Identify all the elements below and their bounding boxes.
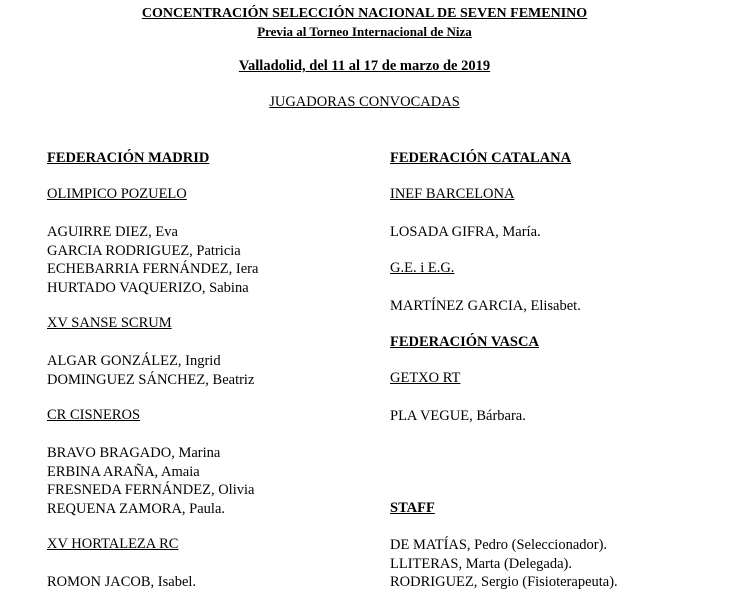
staff-member: DE MATÍAS, Pedro (Seleccionador). — [390, 537, 608, 553]
player-name: GARCIA RODRIGUEZ, Patricia — [47, 242, 241, 259]
player-name: ERBINA ARAÑA, Amaia — [47, 463, 200, 480]
club-xv-hortaleza-rc: XV HORTALEZA RC — [47, 536, 179, 552]
player-name: AGUIRRE DIEZ, Eva — [47, 224, 178, 240]
club-olimpico-pozuelo: OLIMPICO POZUELO — [47, 186, 187, 202]
player-name: MARTÍNEZ GARCIA, Elisabet. — [390, 298, 581, 314]
player-name: ROMON JACOB, Isabel. — [47, 574, 197, 590]
player-name: DOMINGUEZ SÁNCHEZ, Beatriz — [47, 371, 255, 388]
federation-catalana-heading: FEDERACIÓN CATALANA — [390, 150, 572, 166]
player-name: REQUENA ZAMORA, Paula. — [47, 500, 226, 517]
document-subtitle: Previa al Torneo Internacional de Niza — [257, 24, 472, 39]
player-name: ECHEBARRIA FERNÁNDEZ, Iera — [47, 261, 259, 277]
player-name: BRAVO BRAGADO, Marina — [47, 445, 221, 461]
federation-madrid-heading: FEDERACIÓN MADRID — [47, 150, 210, 166]
club-getxo-rt: GETXO RT — [390, 370, 461, 386]
player-name: PLA VEGUE, Bárbara. — [390, 408, 526, 424]
event-dates: Valladolid, del 11 al 17 de marzo de 2019 — [238, 58, 491, 74]
document-title: CONCENTRACIÓN SELECCIÓN NACIONAL DE SEVEN FEMENINO — [141, 6, 588, 21]
convocadas-heading: JUGADORAS CONVOCADAS — [269, 94, 460, 110]
staff-heading: STAFF — [390, 500, 435, 516]
staff-member: LLITERAS, Marta (Delegada). — [390, 555, 572, 572]
federation-vasca-heading: FEDERACIÓN VASCA — [390, 334, 539, 350]
staff-member: RODRIGUEZ, Sergio (Fisioterapeuta). — [390, 574, 618, 590]
club-cr-cisneros: CR CISNEROS — [47, 407, 141, 423]
player-name: FRESNEDA FERNÁNDEZ, Olivia — [47, 482, 255, 498]
club-inef-barcelona: INEF BARCELONA — [390, 186, 515, 202]
player-name: LOSADA GIFRA, María. — [390, 224, 541, 240]
player-name: ALGAR GONZÁLEZ, Ingrid — [47, 353, 221, 369]
player-name: HURTADO VAQUERIZO, Sabina — [47, 279, 249, 296]
club-xv-sanse-scrum: XV SANSE SCRUM — [47, 315, 172, 331]
club-ge-i-eg: G.E. i E.G. — [390, 260, 455, 276]
